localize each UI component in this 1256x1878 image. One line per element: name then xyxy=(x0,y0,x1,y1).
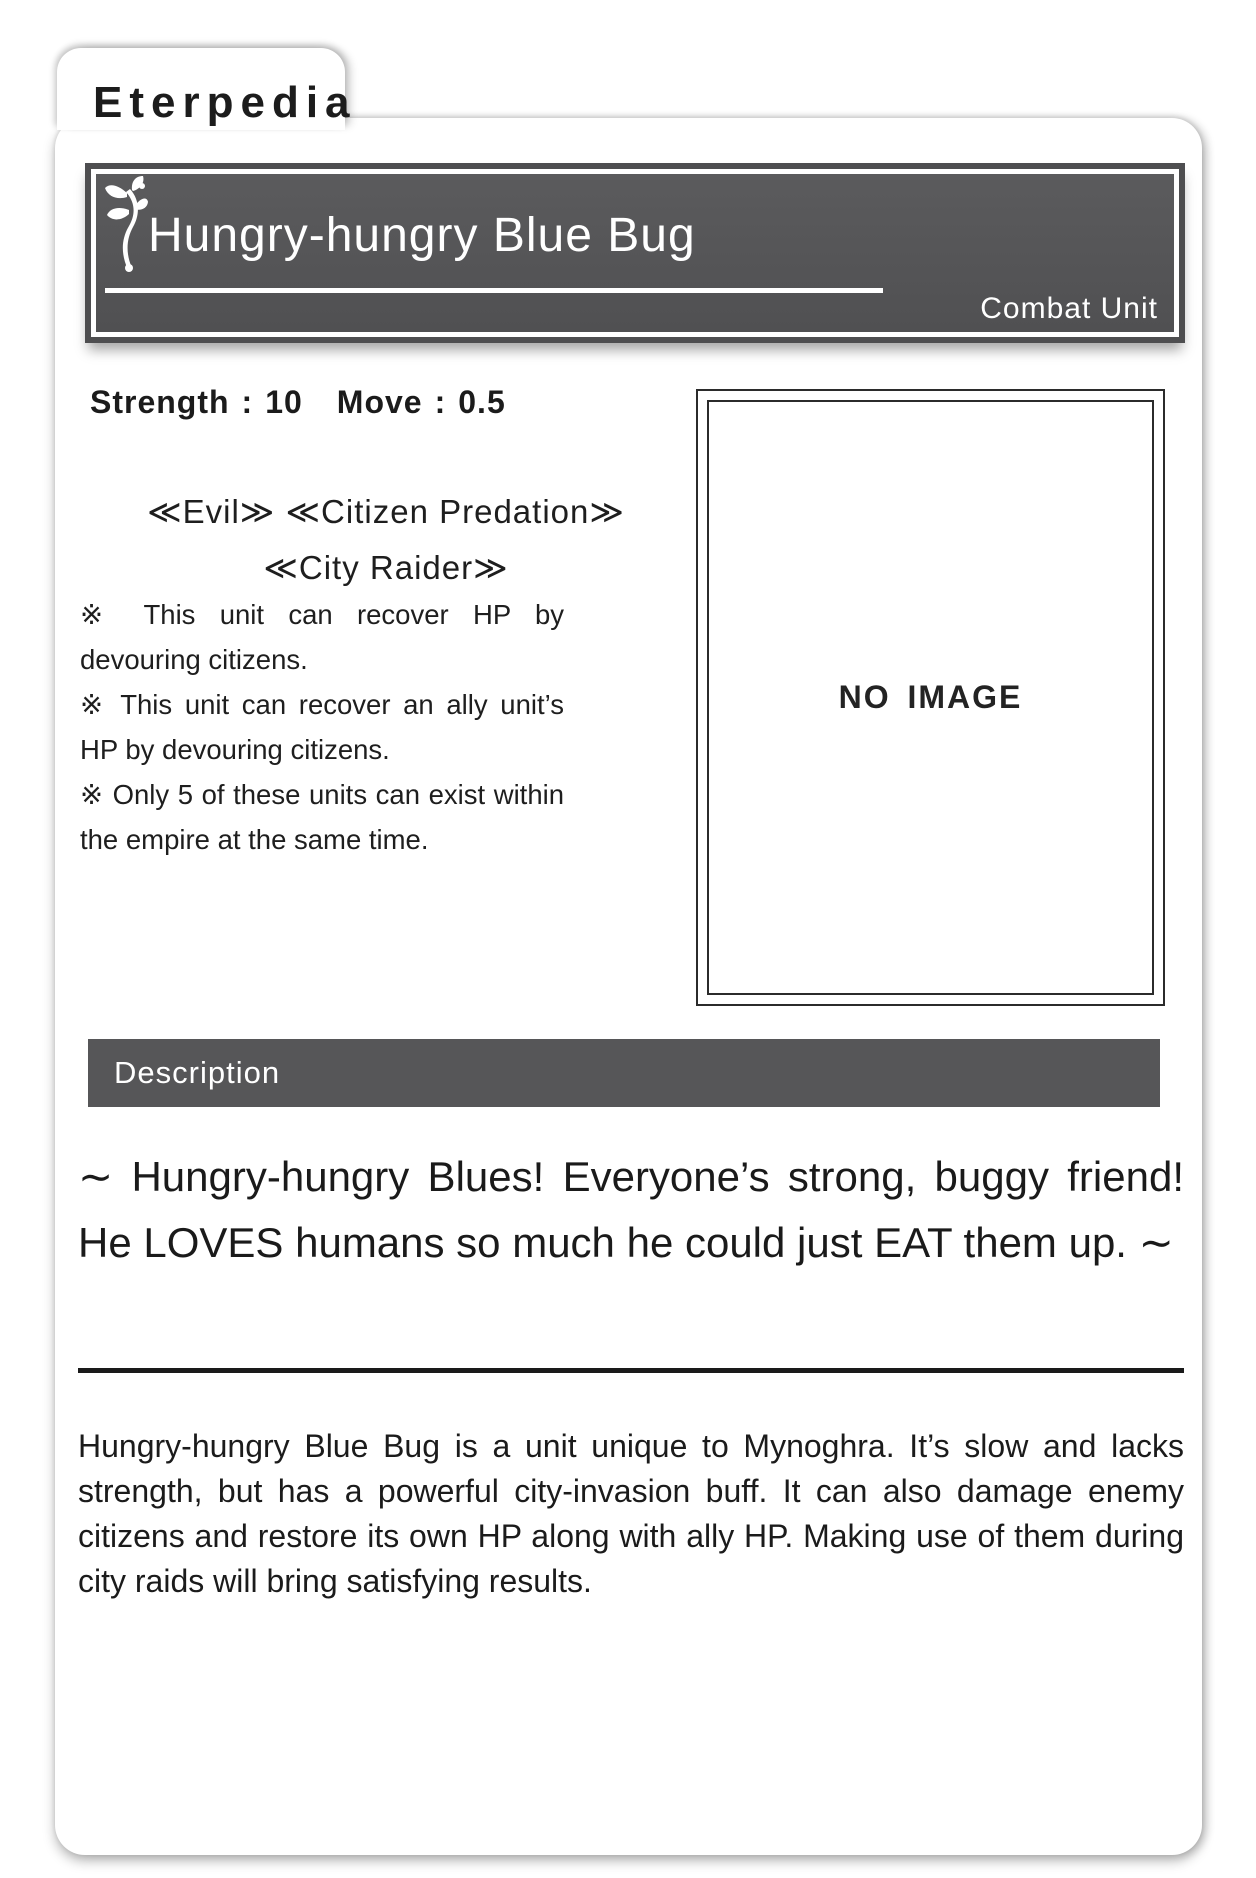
note-item xyxy=(80,592,564,682)
move-label: Move xyxy=(336,384,423,420)
note-marker: ※ xyxy=(80,689,109,720)
unit-portrait-inner-frame xyxy=(707,400,1154,995)
unit-title-underline xyxy=(105,288,883,293)
note-text: Only 5 of these units can exist within the empire at the same time. xyxy=(80,779,565,855)
unit-card xyxy=(55,118,1202,1855)
note-item xyxy=(80,772,564,862)
unit-header xyxy=(85,163,1185,343)
note-marker: ※ xyxy=(80,599,120,630)
description-section-bar xyxy=(88,1039,1160,1107)
unit-portrait-frame xyxy=(696,389,1165,1006)
section-divider xyxy=(78,1368,1184,1373)
trait-line-1: ≪Evil≫ ≪Citizen Predation≫ xyxy=(147,493,625,530)
strength-value: 10 xyxy=(265,384,303,420)
tab-eterpedia[interactable] xyxy=(57,48,357,130)
description-section-label: Description xyxy=(114,1055,281,1090)
note-text: This unit can recover an ally unit’s HP by devouring citizens. xyxy=(80,689,564,765)
trait-line-2: ≪City Raider≫ xyxy=(263,549,509,586)
unit-traits xyxy=(80,484,692,596)
unit-stats xyxy=(90,384,506,421)
move-colon: : xyxy=(434,384,447,420)
flourish-icon xyxy=(104,176,148,272)
unit-category-label: Combat Unit xyxy=(980,292,1158,325)
unit-notes xyxy=(80,592,564,862)
flavor-text: ∼ Hungry-hungry Blues! Everyone’s strong, buggy friend! He LOVES humans so much he could just EAT them up. ∼ xyxy=(78,1153,1184,1266)
note-item xyxy=(80,682,564,772)
unit-header-fill xyxy=(96,174,1174,332)
unit-title: Hungry-hungry Blue Bug xyxy=(148,209,696,262)
note-text: This unit can recover HP by devouring citizens. xyxy=(80,599,564,675)
tab-eterpedia-label: Eterpedia xyxy=(93,78,357,127)
no-image-placeholder: NO IMAGE xyxy=(838,679,1023,715)
move-value: 0.5 xyxy=(458,384,506,420)
note-marker: ※ xyxy=(80,779,104,810)
strength-label: Strength xyxy=(90,384,230,420)
strength-colon: : xyxy=(241,384,254,420)
unit-description-text: Hungry-hungry Blue Bug is a unit unique to Mynoghra. It’s slow and lacks strength, but has a powerful city-invasion buff. It can also damage enemy citizens and restore its own HP along with ally HP. Making use of them during city raids will bring satisfying results. xyxy=(78,1428,1184,1599)
